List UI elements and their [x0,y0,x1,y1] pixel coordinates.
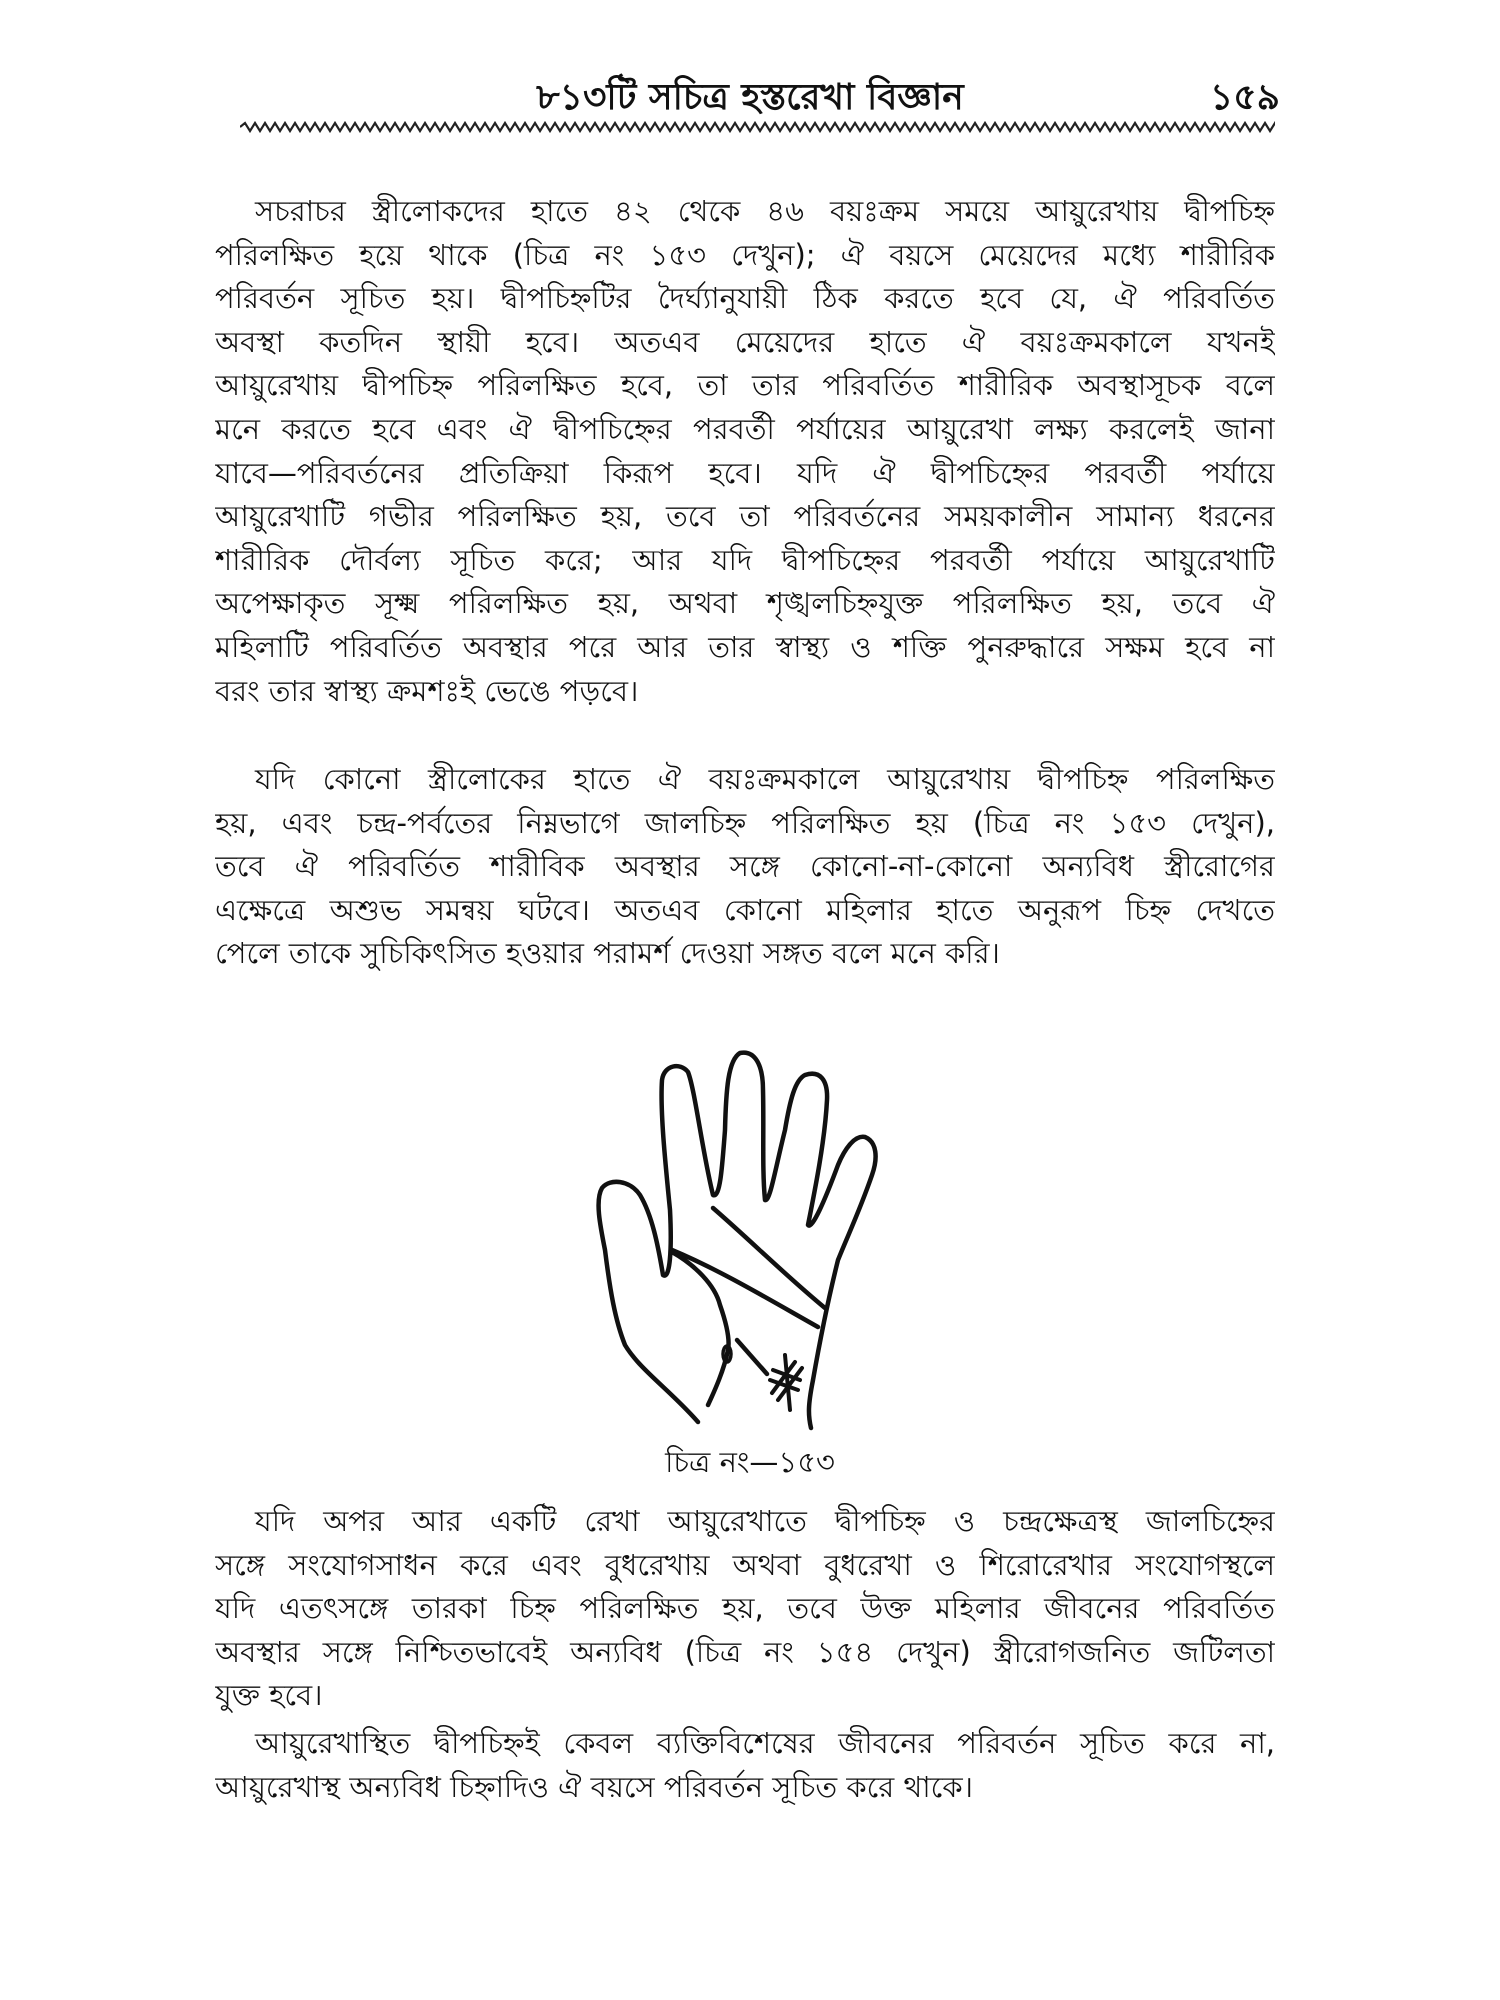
text-line: যদি অপর আর একটি রেখা আয়ুরেখাতে দ্বীপচিহ্ন ও চন্দ্রক্ষেত্রস্থ জালচিহ্নের [255,1504,1275,1538]
connecting-line [737,1340,767,1374]
text-line: অবস্থা কতদিন স্থায়ী হবে। অতএব মেয়েদের হাতে ঐ বয়ঃক্রমকালে যখনই [215,324,1275,359]
text-line: শারীরিক দৌর্বল্য সূচিত করে; আর যদি দ্বীপচিহ্নের পরবর্তী পর্যায়ে আয়ুরেখাটি [215,542,1275,577]
text-line: পেলে তাকে সুচিকিৎসিত হওয়ার পরামর্শ দেওয়া সঙ্গত বলে মনে করি। [215,936,1000,971]
text-line: যুক্ত হবে। [215,1678,323,1713]
text-line: হয়, এবং চন্দ্র-পর্বতের নিম্নভাগে জালচিহ্ন পরিলক্ষিত হয় (চিত্র নং ১৫৩ দেখুন), [215,805,1275,840]
text-line: অবস্থার সঙ্গে নিশ্চিতভাবেই অন্যবিধ (চিত্র নং ১৫৪ দেখুন) স্ত্রীরোগজনিত জটিলতা [215,1634,1275,1669]
hand-outline [599,1053,876,1428]
text-line: যদি কোনো স্ত্রীলোকের হাতে ঐ বয়ঃক্রমকালে আয়ুরেখায় দ্বীপচিহ্ন পরিলক্ষিত [255,762,1275,796]
paragraph-1 [215,190,1275,713]
grille-mark [770,1355,802,1410]
text-line: অপেক্ষাকৃত সূক্ষ্ম পরিলক্ষিত হয়, অথবা শৃঙ্খলচিহ্নযুক্ত পরিলক্ষিত হয়, তবে ঐ [215,586,1275,621]
text-line: আয়ুরেখাস্থিত দ্বীপচিহ্নই কেবল ব্যক্তিবিশেষের জীবনের পরিবর্তন সূচিত করে না, [255,1726,1275,1760]
book-title: ৮১৩টি সচিত্র হস্তরেখা বিজ্ঞান [536,77,964,118]
page-number: ১৫৯ [1209,77,1280,118]
wavy-divider [240,120,1275,134]
palm-illustration [580,1050,930,1450]
text-line: পরিবর্তন সূচিত হয়। দ্বীপচিহ্নটির দৈর্ঘ্যানুযায়ী ঠিক করতে হবে যে, ঐ পরিবর্তিত [215,281,1275,316]
text-line: পরিলক্ষিত হয়ে থাকে (চিত্র নং ১৫৩ দেখুন); ঐ বয়সে মেয়েদের মধ্যে শারীরিক [215,237,1275,272]
text-line: যদি এতৎসঙ্গে তারকা চিহ্ন পরিলক্ষিত হয়, তবে উক্ত মহিলার জীবনের পরিবর্তিত [215,1591,1275,1626]
figure-caption: চিত্র নং—১৫৩ [665,1445,835,1479]
paragraph-2 [215,758,1275,976]
text-line: তবে ঐ পরিবর্তিত শারীবিক অবস্থার সঙ্গে কোনো-না-কোনো অন্যবিধ স্ত্রীরোগের [215,849,1275,884]
text-line: যাবে—পরিবর্তনের প্রতিক্রিয়া কিরূপ হবে। যদি ঐ দ্বীপচিহ্নের পরবর্তী পর্যায়ে [215,455,1275,490]
text-line: বরং তার স্বাস্থ্য ক্রমশঃই ভেঙে পড়বে। [215,673,639,708]
paragraph-4 [215,1722,1275,1809]
text-line: আয়ুরেখায় দ্বীপচিহ্ন পরিলক্ষিত হবে, তা তার পরিবর্তিত শারীরিক অবস্থাসূচক বলে [215,368,1275,403]
text-line: আয়ুরেখাটি গভীর পরিলক্ষিত হয়, তবে তা পরিবর্তনের সময়কালীন সামান্য ধরনের [215,499,1275,534]
text-line: সচরাচর স্ত্রীলোকদের হাতে ৪২ থেকে ৪৬ বয়ঃক্রম সময়ে আয়ুরেখায় দ্বীপচিহ্ন [255,194,1275,228]
paragraph-3 [215,1500,1275,1718]
text-line: এক্ষেত্রে অশুভ সমন্বয় ঘটবে। অতএব কোনো মহিলার হাতে অনুরূপ চিহ্ন দেখতে [215,892,1275,927]
text-line: আয়ুরেখাস্থ অন্যবিধ চিহ্নাদিও ঐ বয়সে পরিবর্তন সূচিত করে থাকে। [215,1769,973,1804]
text-line: মনে করতে হবে এবং ঐ দ্বীপচিহ্নের পরবর্তী পর্যায়ের আয়ুরেখা লক্ষ্য করলেই জানা [215,411,1275,446]
text-line: সঙ্গে সংযোগসাধন করে এবং বুধরেখায় অথবা বুধরেখা ও শিরোরেখার সংযোগস্থলে [215,1547,1275,1582]
head-line [672,1250,818,1327]
text-line: মহিলাটি পরিবর্তিত অবস্থার পরে আর তার স্বাস্থ্য ও শক্তি পুনরুদ্ধারে সক্ষম হবে না [215,629,1275,664]
